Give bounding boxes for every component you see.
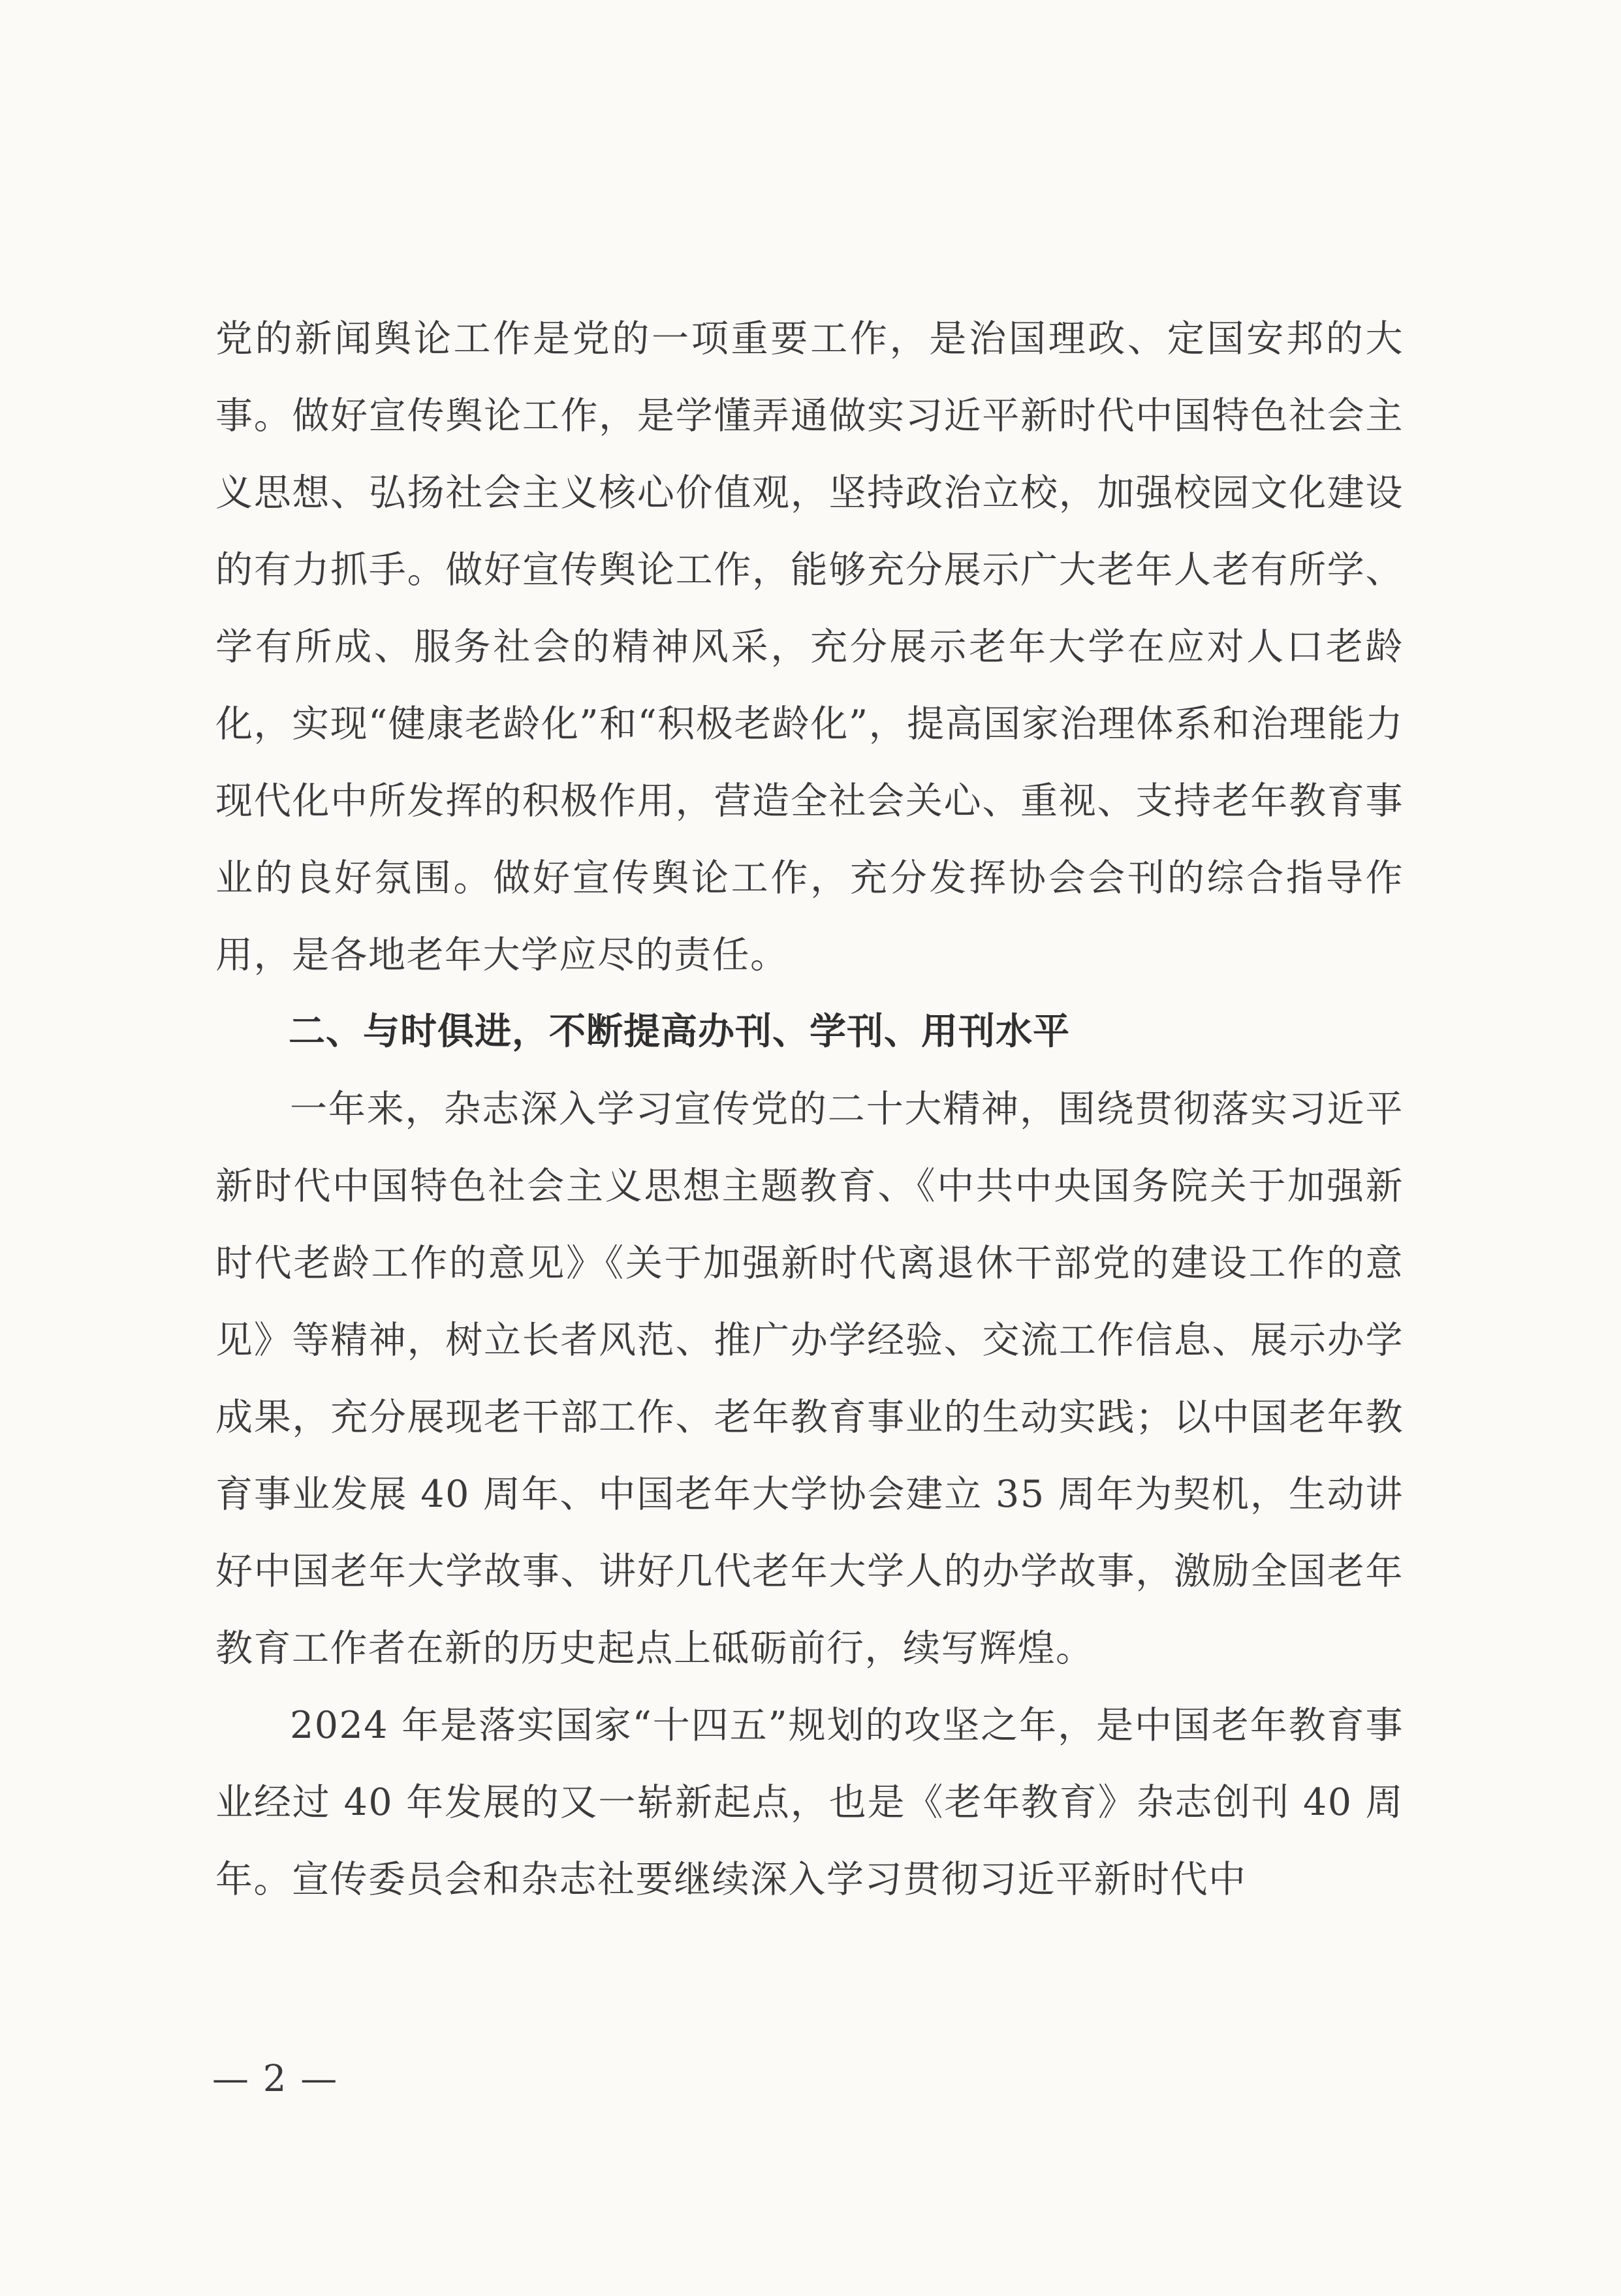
document-body [215,300,1404,1918]
section-heading: 二、与时俱进，不断提高办刊、学刊、用刊水平 [289,1011,1070,1053]
paragraph-3: 2024 年是落实国家“十四五”规划的攻坚之年，是中国老年教育事业经过 40 年发展的又一崭新起点，也是《老年教育》杂志创刊 40 周年。宣传委员会和杂志社要继续深入学习贯彻习近平新时代中 [215,1704,1404,1901]
paragraph-2: 一年来，杂志深入学习宣传党的二十大精神，围绕贯彻落实习近平新时代中国特色社会主义思想主题教育、《中共中央国务院关于加强新时代老龄工作的意见》《关于加强新时代离退休干部党的建设工作的意见》等精神，树立长者风范、推广办学经验、交流工作信息、展示办学成果，充分展现老干部工作、老年教育事业的生动实践；以中国老年教育事业发展 40 周年、中国老年大学协会建立 35 周年为契机，生动讲好中国老年大学故事、讲好几代老年大学人的办学故事，激励全国老年教育工作者在新的历史起点上砥砺前行，续写辉煌。 [215,1088,1404,1670]
paragraph-1: 党的新闻舆论工作是党的一项重要工作，是治国理政、定国安邦的大事。做好宣传舆论工作，是学懂弄通做实习近平新时代中国特色社会主义思想、弘扬社会主义核心价值观，坚持政治立校，加强校园文化建设的有力抓手。做好宣传舆论工作，能够充分展示广大老年人老有所学、学有所成、服务社会的精神风采，充分展示老年大学在应对人口老龄化，实现“健康老龄化”和“积极老龄化”，提高国家治理体系和治理能力现代化中所发挥的积极作用，营造全社会关心、重视、支持老年教育事业的良好氛围。做好宣传舆论工作，充分发挥协会会刊的综合指导作用，是各地老年大学应尽的责任。 [215,317,1404,977]
page-number: — 2 — [212,2058,339,2100]
